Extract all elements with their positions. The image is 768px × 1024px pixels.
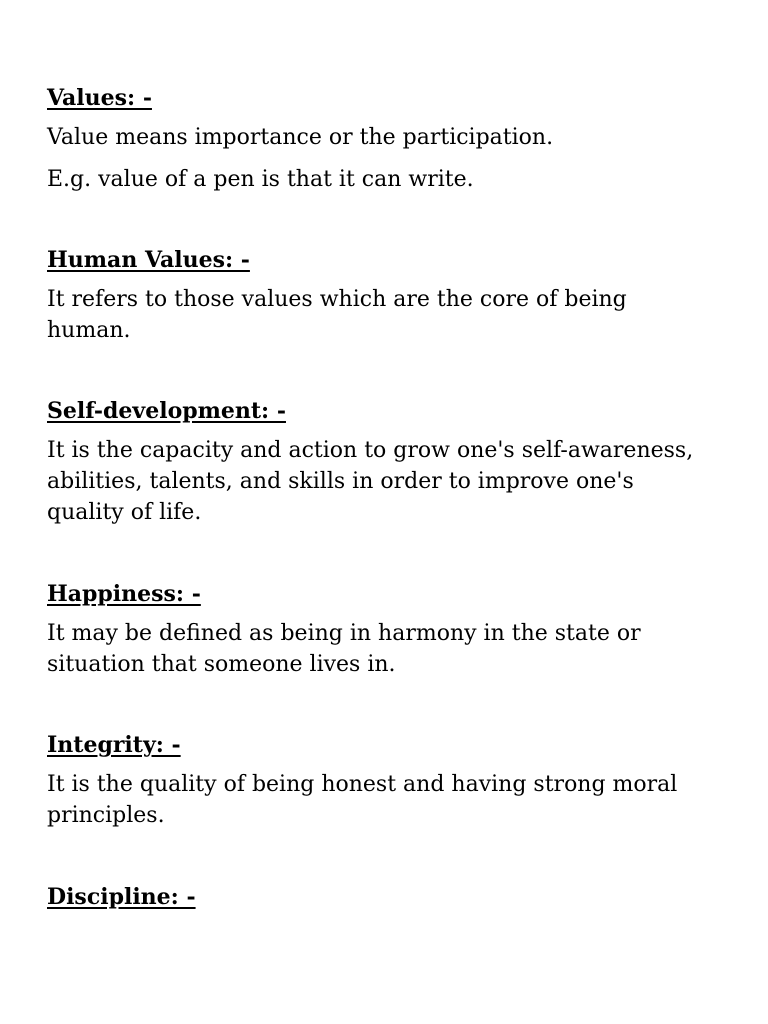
paragraph-values-example: E.g. value of a pen is that it can write. xyxy=(47,167,474,192)
paragraph-human-values: It refers to those values which are the core of being human. xyxy=(47,287,627,343)
heading-happiness: Happiness: - xyxy=(47,581,201,607)
heading-discipline: Discipline: - xyxy=(47,884,196,910)
paragraph-happiness: It may be defined as being in harmony in the state or situation that someone lives in. xyxy=(47,621,641,677)
heading-self-development: Self-development: - xyxy=(47,398,286,424)
heading-integrity: Integrity: - xyxy=(47,732,181,758)
paragraph-values-definition: Value means importance or the participation. xyxy=(47,125,554,150)
paragraph-self-development: It is the capacity and action to grow one's self-awareness, abilities, talents, and skills in order to improve one's quality of life. xyxy=(47,438,694,525)
heading-human-values: Human Values: - xyxy=(47,247,250,273)
heading-values: Values: - xyxy=(47,85,152,111)
paragraph-integrity: It is the quality of being honest and having strong moral principles. xyxy=(47,772,678,828)
